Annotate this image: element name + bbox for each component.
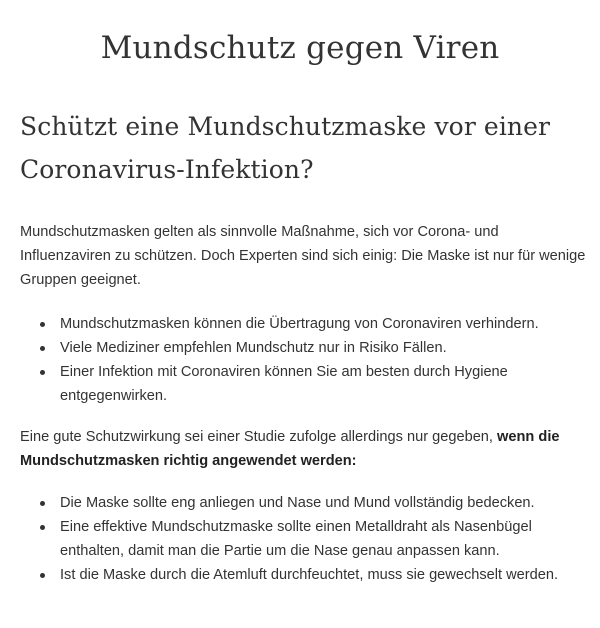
study-paragraph [20,425,592,473]
list-item-text: Mundschutzmasken können die Übertragung von Coronaviren verhindern. [60,316,539,332]
list-item-text: Eine effektive Mundschutzmaske sollte einen Metalldraht als Nasenbügel enthalten, damit man die Partie um die Nase genau anpassen kann. [60,519,532,559]
bullet-icon [40,573,45,578]
bullet-icon [40,322,45,327]
page-title: Mundschutz gegen Viren [100,30,500,66]
study-text-bold: wenn die Mundschutzmasken richtig angewendet werden: [20,429,560,469]
intro-paragraph: Mundschutzmasken gelten als sinnvolle Maßnahme, sich vor Corona- und Influenzaviren zu schützen. Doch Experten sind sich einig: Die Maske ist nur für wenige Gruppen geeignet. [20,224,586,288]
list-item [60,336,590,360]
list-item [60,515,590,563]
list-item [60,312,590,336]
list-item [60,360,590,408]
bullet-icon [40,346,45,351]
list-item-text: Viele Mediziner empfehlen Mundschutz nur in Risiko Fällen. [60,340,447,356]
list-item [60,563,590,587]
list-item-text: Die Maske sollte eng anliegen und Nase und Mund vollständig bedecken. [60,495,535,511]
bullet-icon [40,501,45,506]
list-item [60,491,590,515]
list-item-text: Einer Infektion mit Coronaviren können Sie am besten durch Hygiene entgegenwirken. [60,364,508,404]
bullet-icon [40,525,45,530]
usage-rules-list [20,491,590,587]
article-subtitle: Schützt eine Mundschutzmaske vor einer Coronavirus-Infektion? [20,112,551,184]
list-item-text: Ist die Maske durch die Atemluft durchfeuchtet, muss sie gewechselt werden. [60,567,559,583]
bullet-icon [40,370,45,375]
facts-list [20,312,590,408]
study-text: Eine gute Schutzwirkung sei einer Studie zufolge allerdings nur gegeben, [20,429,498,445]
